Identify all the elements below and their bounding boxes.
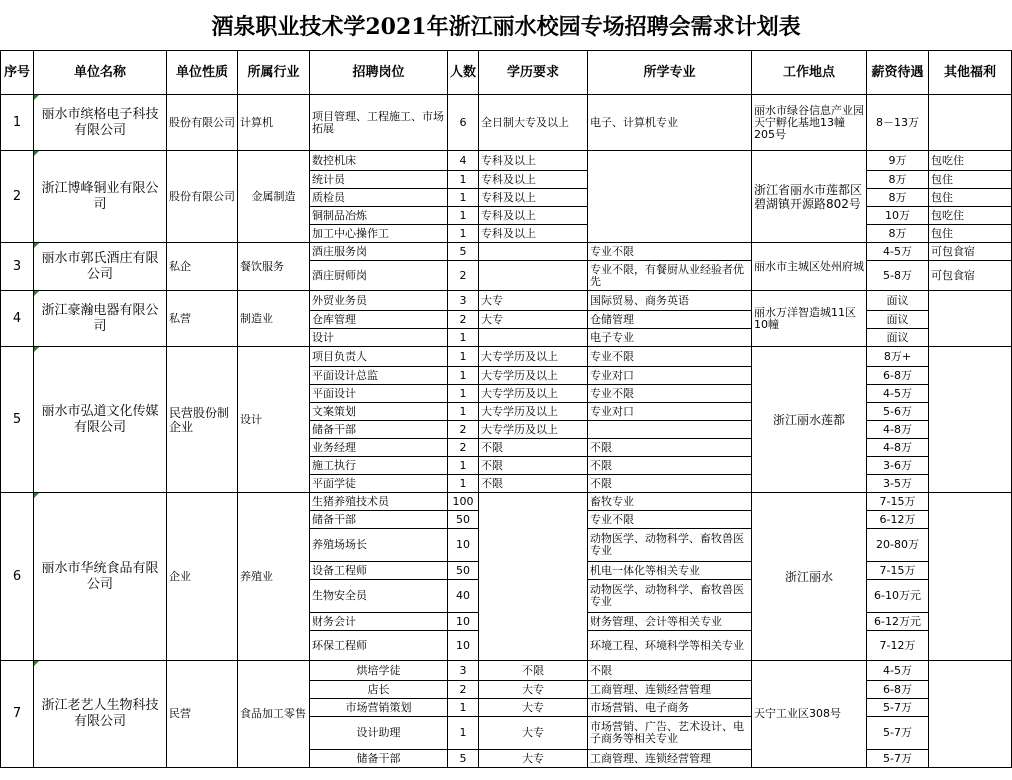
company-industry: 养殖业 [238, 493, 310, 661]
salary: 6-8万 [867, 367, 929, 385]
recruitment-table-wrap [0, 50, 1012, 768]
major-requirement [588, 421, 752, 439]
salary: 7-15万 [867, 493, 929, 511]
header-cell: 招聘岗位 [310, 51, 448, 95]
position-name: 业务经理 [310, 439, 448, 457]
work-location: 丽水市绿谷信息产业园天宁孵化基地13幢205号 [752, 95, 867, 151]
company-name: 丽水市郭氏酒庄有限公司 [34, 243, 167, 291]
major-requirement: 工商管理、连锁经营管理 [588, 681, 752, 699]
company-industry: 餐饮服务 [238, 243, 310, 291]
headcount: 100 [448, 493, 479, 511]
major-requirement: 环境工程、环境科学等相关专业 [588, 631, 752, 661]
headcount: 1 [448, 475, 479, 493]
headcount: 1 [448, 385, 479, 403]
position-name: 储备干部 [310, 750, 448, 768]
headcount: 3 [448, 661, 479, 681]
headcount: 1 [448, 347, 479, 367]
company-number: 4 [1, 291, 34, 347]
salary: 5-6万 [867, 403, 929, 421]
salary: 4-5万 [867, 661, 929, 681]
company-name: 丽水市缤格电子科技有限公司 [34, 95, 167, 151]
salary: 6-12万元 [867, 613, 929, 631]
header-cell: 学历要求 [479, 51, 588, 95]
major-requirement: 专业不限 [588, 385, 752, 403]
position-name: 酒庄厨师岗 [310, 261, 448, 291]
position-name: 平面学徒 [310, 475, 448, 493]
headcount: 2 [448, 261, 479, 291]
company-nature: 民营股份制企业 [167, 347, 238, 493]
headcount: 2 [448, 421, 479, 439]
salary: 3-5万 [867, 475, 929, 493]
position-name: 养殖场场长 [310, 529, 448, 562]
welfare: 包住 [929, 225, 1012, 243]
salary: 4-5万 [867, 385, 929, 403]
education-requirement: 大专学历及以上 [479, 347, 588, 367]
major-requirement: 专业不限 [588, 511, 752, 529]
company-name: 丽水市弘道文化传媒有限公司 [34, 347, 167, 493]
welfare: 包住 [929, 189, 1012, 207]
work-location: 浙江丽水莲都 [752, 347, 867, 493]
header-cell: 工作地点 [752, 51, 867, 95]
education-requirement: 不限 [479, 661, 588, 681]
major-requirement [588, 151, 752, 243]
position-name: 项目管理、工程施工、市场拓展 [310, 95, 448, 151]
position-name: 平面设计总监 [310, 367, 448, 385]
welfare [929, 95, 1012, 151]
work-location: 丽水市主城区处州府城 [752, 243, 867, 291]
company-name: 丽水市华统食品有限公司 [34, 493, 167, 661]
salary: 8万 [867, 225, 929, 243]
headcount: 1 [448, 717, 479, 750]
headcount: 1 [448, 699, 479, 717]
headcount: 6 [448, 95, 479, 151]
company-number: 2 [1, 151, 34, 243]
header-row [1, 51, 1012, 95]
welfare [929, 661, 1012, 768]
headcount: 5 [448, 243, 479, 261]
headcount: 1 [448, 403, 479, 421]
company-number: 7 [1, 661, 34, 768]
company-nature: 股份有限公司 [167, 151, 238, 243]
position-name: 文案策划 [310, 403, 448, 421]
education-requirement: 全日制大专及以上 [479, 95, 588, 151]
position-name: 设计 [310, 329, 448, 347]
major-requirement: 工商管理、连锁经营管理 [588, 750, 752, 768]
education-requirement: 专科及以上 [479, 225, 588, 243]
recruitment-table [0, 50, 1012, 768]
salary: 7-12万 [867, 631, 929, 661]
headcount: 10 [448, 613, 479, 631]
headcount: 2 [448, 681, 479, 699]
header-cell: 人数 [448, 51, 479, 95]
welfare: 包吃住 [929, 151, 1012, 171]
major-requirement: 不限 [588, 661, 752, 681]
major-requirement: 动物医学、动物科学、畜牧兽医专业 [588, 529, 752, 562]
salary: 6-8万 [867, 681, 929, 699]
education-requirement: 专科及以上 [479, 189, 588, 207]
headcount: 1 [448, 171, 479, 189]
salary: 10万 [867, 207, 929, 225]
company-number: 5 [1, 347, 34, 493]
major-requirement: 仓储管理 [588, 311, 752, 329]
position-name: 设计助理 [310, 717, 448, 750]
company-nature: 私营 [167, 291, 238, 347]
headcount: 10 [448, 631, 479, 661]
major-requirement: 动物医学、动物科学、畜牧兽医专业 [588, 580, 752, 613]
position-name: 生猪养殖技术员 [310, 493, 448, 511]
major-requirement: 电子、计算机专业 [588, 95, 752, 151]
position-name: 数控机床 [310, 151, 448, 171]
position-name: 质检员 [310, 189, 448, 207]
welfare [929, 493, 1012, 661]
company-nature: 民营 [167, 661, 238, 768]
headcount: 1 [448, 329, 479, 347]
header-cell: 其他福利 [929, 51, 1012, 95]
major-requirement: 专业对口 [588, 367, 752, 385]
education-requirement: 大专学历及以上 [479, 385, 588, 403]
position-name: 店长 [310, 681, 448, 699]
company-number: 3 [1, 243, 34, 291]
position-name: 储备干部 [310, 511, 448, 529]
salary: 7-15万 [867, 562, 929, 580]
position-name: 铜制品冶炼 [310, 207, 448, 225]
salary: 4-8万 [867, 421, 929, 439]
salary: 面议 [867, 311, 929, 329]
table-row [1, 291, 1012, 311]
position-name: 加工中心操作工 [310, 225, 448, 243]
work-location: 丽水万洋智造城11区10幢 [752, 291, 867, 347]
position-name: 外贸业务员 [310, 291, 448, 311]
header-cell: 所属行业 [238, 51, 310, 95]
education-requirement: 大专学历及以上 [479, 403, 588, 421]
major-requirement: 专业不限 [588, 347, 752, 367]
company-industry: 金属制造 [238, 151, 310, 243]
education-requirement [479, 243, 588, 261]
salary: 6-12万 [867, 511, 929, 529]
company-name: 浙江豪瀚电器有限公司 [34, 291, 167, 347]
major-requirement: 电子专业 [588, 329, 752, 347]
headcount: 1 [448, 457, 479, 475]
education-requirement: 大专 [479, 717, 588, 750]
salary: 8万+ [867, 347, 929, 367]
education-requirement: 专科及以上 [479, 207, 588, 225]
headcount: 50 [448, 511, 479, 529]
position-name: 平面设计 [310, 385, 448, 403]
headcount: 1 [448, 367, 479, 385]
work-location: 天宁工业区308号 [752, 661, 867, 768]
education-requirement: 不限 [479, 439, 588, 457]
position-name: 统计员 [310, 171, 448, 189]
welfare: 包住 [929, 171, 1012, 189]
education-requirement: 大专 [479, 311, 588, 329]
salary: 4-8万 [867, 439, 929, 457]
position-name: 施工执行 [310, 457, 448, 475]
headcount: 1 [448, 225, 479, 243]
welfare: 可包食宿 [929, 261, 1012, 291]
company-number: 1 [1, 95, 34, 151]
education-requirement [479, 493, 588, 661]
education-requirement: 专科及以上 [479, 151, 588, 171]
company-nature: 私企 [167, 243, 238, 291]
position-name: 项目负责人 [310, 347, 448, 367]
position-name: 酒庄服务岗 [310, 243, 448, 261]
salary: 8万 [867, 189, 929, 207]
company-number: 6 [1, 493, 34, 661]
major-requirement: 国际贸易、商务英语 [588, 291, 752, 311]
major-requirement: 专业不限 [588, 243, 752, 261]
header-cell: 所学专业 [588, 51, 752, 95]
salary: 5-7万 [867, 699, 929, 717]
salary: 8－13万 [867, 95, 929, 151]
table-row [1, 151, 1012, 171]
major-requirement: 机电一体化等相关专业 [588, 562, 752, 580]
headcount: 5 [448, 750, 479, 768]
table-row [1, 661, 1012, 681]
education-requirement [479, 261, 588, 291]
company-industry: 设计 [238, 347, 310, 493]
company-industry: 制造业 [238, 291, 310, 347]
salary: 3-6万 [867, 457, 929, 475]
table-row [1, 493, 1012, 511]
table-row [1, 243, 1012, 261]
salary: 20-80万 [867, 529, 929, 562]
welfare [929, 347, 1012, 493]
major-requirement: 财务管理、会计等相关专业 [588, 613, 752, 631]
header-cell: 单位名称 [34, 51, 167, 95]
work-location: 浙江丽水 [752, 493, 867, 661]
education-requirement: 不限 [479, 475, 588, 493]
education-requirement: 大专 [479, 681, 588, 699]
header-cell: 单位性质 [167, 51, 238, 95]
headcount: 2 [448, 439, 479, 457]
education-requirement [479, 329, 588, 347]
salary: 6-10万元 [867, 580, 929, 613]
education-requirement: 大专 [479, 699, 588, 717]
position-name: 环保工程师 [310, 631, 448, 661]
major-requirement: 畜牧专业 [588, 493, 752, 511]
header-cell: 薪资待遇 [867, 51, 929, 95]
header-cell: 序号 [1, 51, 34, 95]
welfare: 包吃住 [929, 207, 1012, 225]
welfare: 可包食宿 [929, 243, 1012, 261]
salary: 9万 [867, 151, 929, 171]
salary: 4-5万 [867, 243, 929, 261]
work-location: 浙江省丽水市莲都区碧湖镇开源路802号 [752, 151, 867, 243]
company-nature: 股份有限公司 [167, 95, 238, 151]
major-requirement: 市场营销、广告、艺术设计、电子商务等相关专业 [588, 717, 752, 750]
major-requirement: 不限 [588, 457, 752, 475]
salary: 面议 [867, 329, 929, 347]
major-requirement: 不限 [588, 475, 752, 493]
salary: 5-8万 [867, 261, 929, 291]
headcount: 50 [448, 562, 479, 580]
position-name: 仓库管理 [310, 311, 448, 329]
education-requirement: 大专学历及以上 [479, 367, 588, 385]
major-requirement: 市场营销、电子商务 [588, 699, 752, 717]
headcount: 10 [448, 529, 479, 562]
education-requirement: 不限 [479, 457, 588, 475]
table-row [1, 347, 1012, 367]
position-name: 市场营销策划 [310, 699, 448, 717]
headcount: 1 [448, 189, 479, 207]
position-name: 设备工程师 [310, 562, 448, 580]
company-nature: 企业 [167, 493, 238, 661]
major-requirement: 专业不限，有餐厨从业经验者优先 [588, 261, 752, 291]
headcount: 2 [448, 311, 479, 329]
position-name: 财务会计 [310, 613, 448, 631]
company-industry: 食品加工零售 [238, 661, 310, 768]
education-requirement: 专科及以上 [479, 171, 588, 189]
major-requirement: 不限 [588, 439, 752, 457]
headcount: 40 [448, 580, 479, 613]
salary: 面议 [867, 291, 929, 311]
education-requirement: 大专 [479, 750, 588, 768]
education-requirement: 大专学历及以上 [479, 421, 588, 439]
major-requirement: 专业对口 [588, 403, 752, 421]
page-title: 酒泉职业技术学2021年浙江丽水校园专场招聘会需求计划表 [211, 13, 801, 40]
table-row [1, 95, 1012, 151]
company-name: 浙江博峰铜业有限公司 [34, 151, 167, 243]
position-name: 烘培学徒 [310, 661, 448, 681]
company-industry: 计算机 [238, 95, 310, 151]
position-name: 储备干部 [310, 421, 448, 439]
welfare [929, 291, 1012, 347]
company-name: 浙江老艺人生物科技有限公司 [34, 661, 167, 768]
headcount: 4 [448, 151, 479, 171]
headcount: 3 [448, 291, 479, 311]
education-requirement: 大专 [479, 291, 588, 311]
position-name: 生物安全员 [310, 580, 448, 613]
salary: 8万 [867, 171, 929, 189]
salary: 5-7万 [867, 717, 929, 750]
salary: 5-7万 [867, 750, 929, 768]
headcount: 1 [448, 207, 479, 225]
